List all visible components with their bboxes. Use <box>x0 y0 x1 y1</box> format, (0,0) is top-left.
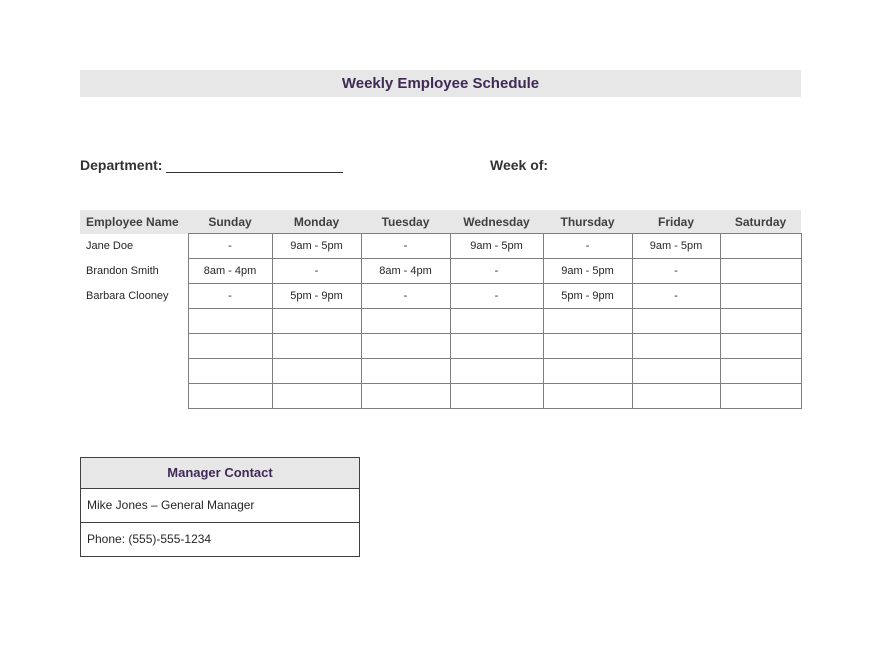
shift-cell[interactable] <box>188 384 272 409</box>
table-row <box>80 359 801 384</box>
shift-cell[interactable] <box>450 309 543 334</box>
shift-cell[interactable] <box>361 334 450 359</box>
table-row <box>80 384 801 409</box>
employee-name-cell: Jane Doe <box>86 240 134 252</box>
shift-cell[interactable]: - <box>188 234 272 259</box>
shift-cell[interactable] <box>272 309 361 334</box>
shift-cell[interactable]: 9am - 5pm <box>272 234 361 259</box>
day-header-saturday: Saturday <box>720 210 801 234</box>
shift-cell[interactable]: - <box>450 259 543 284</box>
table-row <box>80 309 801 334</box>
shift-cell[interactable]: - <box>543 234 632 259</box>
shift-cell[interactable] <box>188 359 272 384</box>
shift-cell[interactable] <box>543 334 632 359</box>
shift-cell[interactable] <box>632 359 720 384</box>
shift-cell[interactable] <box>272 384 361 409</box>
shift-cell[interactable] <box>450 359 543 384</box>
shift-cell[interactable] <box>543 384 632 409</box>
shift-cell[interactable] <box>188 309 272 334</box>
shift-cell[interactable] <box>632 309 720 334</box>
table-row <box>80 284 801 309</box>
shift-cell[interactable] <box>720 234 801 259</box>
employee-name-cell <box>80 359 188 384</box>
shift-cell[interactable]: 8am - 4pm <box>188 259 272 284</box>
shift-cell[interactable] <box>361 309 450 334</box>
day-header-wednesday: Wednesday <box>450 210 543 234</box>
shift-cell[interactable] <box>720 309 801 334</box>
shift-cell[interactable] <box>188 334 272 359</box>
shift-cell[interactable] <box>272 334 361 359</box>
department-label: Department: <box>80 157 163 173</box>
department-input-line[interactable] <box>166 172 343 173</box>
manager-name-line: Mike Jones – General Manager <box>87 498 255 512</box>
shift-cell[interactable]: 5pm - 9pm <box>272 284 361 309</box>
shift-cell[interactable]: 8am - 4pm <box>361 259 450 284</box>
shift-cell[interactable]: 5pm - 9pm <box>543 284 632 309</box>
page-title: Weekly Employee Schedule <box>80 70 801 97</box>
shift-cell[interactable]: 9am - 5pm <box>632 234 720 259</box>
table-row <box>80 234 801 259</box>
employee-name-cell <box>80 384 188 409</box>
employee-name-cell <box>80 309 188 334</box>
day-header-friday: Friday <box>632 210 720 234</box>
shift-cell[interactable] <box>543 359 632 384</box>
shift-cell[interactable] <box>272 359 361 384</box>
shift-cell[interactable] <box>450 334 543 359</box>
employee-name-header: Employee Name <box>80 210 188 234</box>
shift-cell[interactable] <box>632 384 720 409</box>
shift-cell[interactable] <box>361 359 450 384</box>
week-of-label: Week of: <box>490 157 549 173</box>
shift-cell[interactable]: - <box>632 284 720 309</box>
manager-contact-header: Manager Contact <box>81 458 359 489</box>
day-header-sunday: Sunday <box>188 210 272 234</box>
day-header-tuesday: Tuesday <box>361 210 450 234</box>
table-row <box>80 259 801 284</box>
shift-cell[interactable] <box>361 384 450 409</box>
employee-name-cell: Brandon Smith <box>86 265 159 277</box>
shift-cell[interactable] <box>543 309 632 334</box>
shift-cell[interactable] <box>720 359 801 384</box>
shift-cell[interactable] <box>720 284 801 309</box>
shift-cell[interactable]: - <box>361 234 450 259</box>
shift-cell[interactable] <box>632 334 720 359</box>
shift-cell[interactable] <box>720 384 801 409</box>
manager-contact-box <box>80 457 360 557</box>
shift-cell[interactable]: - <box>272 259 361 284</box>
shift-cell[interactable]: - <box>450 284 543 309</box>
shift-cell[interactable]: 9am - 5pm <box>450 234 543 259</box>
schedule-header-row <box>80 210 801 234</box>
manager-phone-line: Phone: (555)-555-1234 <box>81 522 359 556</box>
shift-cell[interactable]: - <box>188 284 272 309</box>
day-header-thursday: Thursday <box>543 210 632 234</box>
shift-cell[interactable]: - <box>361 284 450 309</box>
shift-cell[interactable]: 9am - 5pm <box>543 259 632 284</box>
day-header-monday: Monday <box>272 210 361 234</box>
employee-name-cell: Barbara Clooney <box>86 290 169 302</box>
schedule-table <box>80 210 802 409</box>
shift-cell[interactable]: - <box>632 259 720 284</box>
shift-cell[interactable] <box>450 384 543 409</box>
shift-cell[interactable] <box>720 259 801 284</box>
table-row <box>80 334 801 359</box>
employee-name-cell <box>80 334 188 359</box>
shift-cell[interactable] <box>720 334 801 359</box>
